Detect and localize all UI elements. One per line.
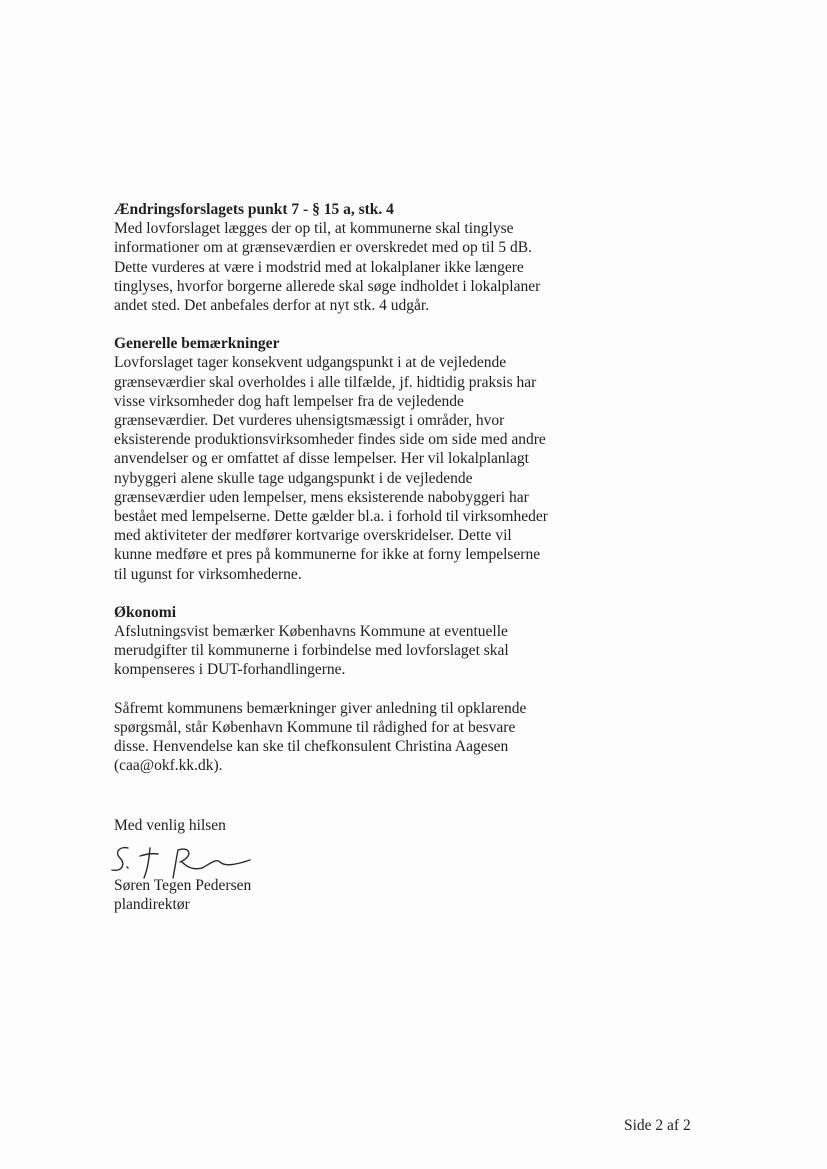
contact-line: (caa@okf.kk.dk). xyxy=(114,757,223,775)
signatory-title: plandirektør xyxy=(114,896,190,914)
page-number: Side 2 af 2 xyxy=(624,1117,691,1134)
amendment-section xyxy=(114,200,594,315)
general-line: bestået med lempelserne. Dette gælder bl.a. i forhold til virksomheder xyxy=(114,508,548,526)
general-line: Lovforslaget tager konsekvent udgangspunkt i at de vejledende xyxy=(114,354,507,372)
economy-heading: Økonomi xyxy=(114,603,177,621)
economy-line: kompenseres i DUT-forhandlingerne. xyxy=(114,661,346,679)
general-line: grænseværdier uden lempelser, mens eksisterende nabobyggeri har xyxy=(114,488,529,506)
contact-line: disse. Henvendelse kan ske til chefkonsulent Christina Aagesen xyxy=(114,738,509,756)
general-line: med aktiviteter der medfører kortvarige overskridelser. Dette vil xyxy=(114,527,512,545)
general-line: eksisterende produktionsvirksomheder findes side om side med andre xyxy=(114,431,546,449)
general-line: nybyggeri alene skulle tage udgangspunkt i de vejledende xyxy=(114,469,473,487)
closing-greeting: Med venlig hilsen xyxy=(114,817,226,834)
amendment-line: Dette vurderes at være i modstrid med at lokalplaner ikke længere xyxy=(114,258,524,276)
economy-line: merudgifter til kommunerne i forbindelse med lovforslaget skal xyxy=(114,642,509,660)
amendment-heading: Ændringsforslagets punkt 7 - § 15 a, stk. 4 xyxy=(114,201,394,218)
paragraph-spacer xyxy=(114,584,594,603)
economy-line: Afslutningsvist bemærker Københavns Kommune at eventuelle xyxy=(114,623,508,641)
contact-line: spørgsmål, står København Kommune til rådighed for at besvare xyxy=(114,718,516,736)
amendment-line: andet sted. Det anbefales derfor at nyt stk. 4 udgår. xyxy=(114,297,430,315)
general-section xyxy=(114,334,594,584)
general-heading: Generelle bemærkninger xyxy=(114,335,280,353)
contact-section xyxy=(114,699,594,776)
signatory-name: Søren Tegen Pedersen xyxy=(114,877,252,894)
economy-section xyxy=(114,603,594,680)
letter-body xyxy=(114,200,594,775)
general-line: grænseværdier skal overholdes i alle tilfælde, jf. hidtidig praksis har xyxy=(114,373,537,391)
general-line: visse virksomheder dog haft lempelser fra de vejledende xyxy=(114,392,464,410)
amendment-line: tinglyses, hvorfor borgerne allerede skal søge indholdet i lokalplaner xyxy=(114,277,541,295)
contact-line: Såfremt kommunens bemærkninger giver anledning til opklarende xyxy=(114,699,527,717)
amendment-line: Med lovforslaget lægges der op til, at kommunerne skal tinglyse xyxy=(114,220,514,238)
general-line: grænseværdier. Det vurderes uhensigtsmæssigt i områder, hvor xyxy=(114,412,505,430)
general-line: til ugunst for virksomhederne. xyxy=(114,565,302,583)
general-line: anvendelser og er omfattet af disse lempelser. Her vil lokalplanlagt xyxy=(114,450,529,468)
signatory-block xyxy=(114,876,251,914)
general-line: kunne medføre et pres på kommunerne for ikke at forny lempelserne xyxy=(114,546,541,564)
amendment-line: informationer om at grænseværdien er overskredet med op til 5 dB. xyxy=(114,239,532,257)
paragraph-spacer xyxy=(114,315,594,334)
paragraph-spacer xyxy=(114,680,594,699)
